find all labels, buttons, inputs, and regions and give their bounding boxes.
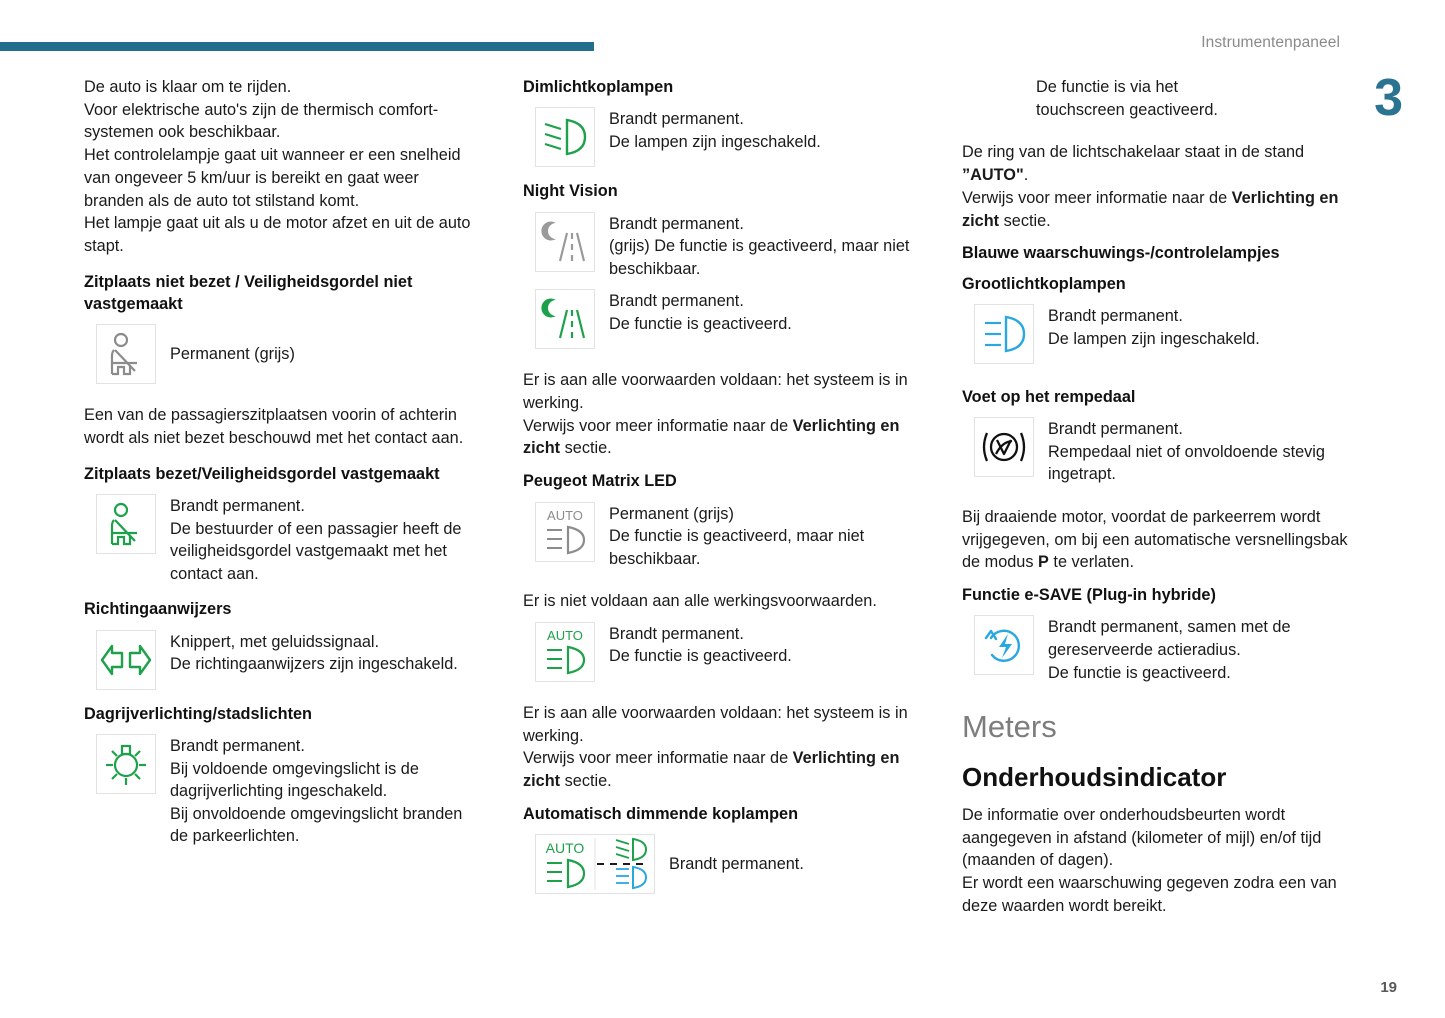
indicators-text xyxy=(170,630,458,676)
heading-main-beam: Grootlichtkoplampen xyxy=(962,274,1126,293)
ring-ref-bold: Verlichting en zicht xyxy=(962,188,1339,230)
entry-esave xyxy=(962,615,1356,684)
matrix-grey-line-2: De functie is geactiveerd, maar niet beschikbaar. xyxy=(609,527,865,568)
heading-night-vision: Night Vision xyxy=(523,182,618,201)
svg-text:AUTO: AUTO xyxy=(547,627,583,643)
nv-note-b-pre: Verwijs voor meer informatie naar de xyxy=(523,416,793,435)
entry-main-beam xyxy=(962,304,1356,364)
dipped-beam-headlight-icon xyxy=(535,107,595,167)
passenger-note: Een van de passagierszitplaatsen voorin of achterin wordt als niet bezet beschouwd met het contact aan. xyxy=(84,406,464,448)
matrix-grey-text xyxy=(609,502,922,571)
heading-brake-pedal: Voet op het rempedaal xyxy=(962,387,1136,406)
intro-line-3: Het controlelampje gaat uit wanneer er een snelheid van ongeveer 5 km/uur is bereikt en gaat weer branden als de auto tot stilstand komt. xyxy=(84,146,461,210)
heading-esave: Functie e-SAVE (Plug-in hybride) xyxy=(962,586,1216,605)
auto-dimming-headlights-icon xyxy=(535,834,655,894)
ring-note-post: . xyxy=(1023,166,1029,185)
ring-note-pre: De ring van de lichtschakelaar staat in de stand xyxy=(962,143,1305,162)
indicators-line-1: Knippert, met geluidssignaal. xyxy=(170,632,380,651)
column-3 xyxy=(962,76,1356,917)
drl-line-1: Brandt permanent. xyxy=(170,737,305,755)
matrix-note-b-pre: Verwijs voor meer informatie naar de xyxy=(523,749,793,768)
drl-text xyxy=(170,734,483,848)
touchscreen-line-2: touchscreen geactiveerd. xyxy=(1036,100,1218,119)
svg-text:AUTO: AUTO xyxy=(545,840,585,857)
nv-grey-line-2: (grijs) De functie is geactiveerd, maar niet beschikbaar. xyxy=(609,237,910,278)
esave-text xyxy=(1048,615,1356,684)
drl-line-3: Bij onvoldoende omgevingslicht branden de parkeerlichten. xyxy=(170,804,463,846)
brake-pedal-line-1: Brandt permanent. xyxy=(1048,420,1183,439)
seat-occupied-line-1: Brandt permanent. xyxy=(170,497,305,516)
entry-seat-unoccupied xyxy=(84,324,483,384)
column-2 xyxy=(523,76,922,917)
heading-blue-warning-lamps: Blauwe waarschuwings-/controlelampjes xyxy=(962,244,1280,263)
nv-green-line-2: De functie is geactiveerd. xyxy=(609,314,792,333)
main-beam-line-2: De lampen zijn ingeschakeld. xyxy=(1048,329,1260,348)
chapter-number: 3 xyxy=(1374,69,1403,127)
entry-matrix-green xyxy=(523,622,922,682)
page-number: 19 xyxy=(1380,979,1397,996)
entry-night-vision-green xyxy=(523,289,922,349)
brake-note-pre: Bij draaiende motor, voordat de parkeerrem wordt vrijgegeven, om bij een automatische versnellingsbak de modus xyxy=(962,507,1348,572)
matrix-green-line-2: De functie is geactiveerd. xyxy=(609,647,792,666)
matrix-note: Er is niet voldaan aan alle werkingsvoorwaarden. xyxy=(523,592,877,611)
entry-matrix-grey xyxy=(523,502,922,571)
brake-note xyxy=(962,506,1356,574)
brake-pedal-line-2: Rempedaal niet of onvoldoende stevig ingetrapt. xyxy=(1048,442,1325,484)
e-save-icon xyxy=(974,615,1034,675)
matrix-note-b xyxy=(523,747,922,792)
esave-line-2: De functie is geactiveerd. xyxy=(1048,663,1231,682)
nv-note-b-post: sectie. xyxy=(560,439,612,458)
entry-night-vision-grey xyxy=(523,212,922,281)
main-beam-text xyxy=(1048,304,1260,350)
heading-matrix-led: Peugeot Matrix LED xyxy=(523,472,677,491)
main-beam-line-1: Brandt permanent. xyxy=(1048,306,1183,325)
matrix-note-b-bold: Verlichting en zicht xyxy=(523,749,900,791)
touchscreen-text xyxy=(962,76,1356,121)
ring-ref-pre: Verwijs voor meer informatie naar de xyxy=(962,188,1232,207)
heading-indicators: Richtingaanwijzers xyxy=(84,600,232,619)
matrix-note-b-post: sectie. xyxy=(560,772,612,791)
heading-dipped-beam: Dimlichtkoplampen xyxy=(523,78,674,96)
ring-note-bold: ”AUTO" xyxy=(962,166,1024,185)
matrix-grey-line-1: Permanent (grijs) xyxy=(609,504,734,523)
intro-line-2: Voor elektrische auto's zijn de thermisch comfort-systemen ook beschikbaar. xyxy=(84,100,439,142)
esave-line-1: Brandt permanent, samen met de gereserveerde actieradius. xyxy=(1048,618,1291,659)
heading-drl: Dagrijverlichting/stadslichten xyxy=(84,704,312,723)
seatbelt-fastened-green-icon xyxy=(96,494,156,554)
turn-signal-arrows-icon xyxy=(96,630,156,690)
matrix-green-line-1: Brandt permanent. xyxy=(609,624,744,643)
header-title: Instrumentenpaneel xyxy=(1201,34,1340,51)
entry-drl xyxy=(84,734,483,848)
auto-dimming-text: Brandt permanent. xyxy=(669,854,804,873)
nv-grey-line-1: Brandt permanent. xyxy=(609,214,744,233)
night-vision-grey-text xyxy=(609,212,922,281)
ring-ref xyxy=(962,187,1356,232)
matrix-note-a: Er is aan alle voorwaarden voldaan: het systeem is in werking. xyxy=(523,703,908,745)
header-accent-bar xyxy=(0,42,594,51)
page-columns xyxy=(84,76,1356,917)
dipped-beam-line-1: Brandt permanent. xyxy=(609,110,744,129)
entry-indicators xyxy=(84,630,483,690)
night-vision-green-text xyxy=(609,289,792,335)
indicators-line-2: De richtingaanwijzers zijn ingeschakeld. xyxy=(170,655,458,674)
heading-seat-unoccupied: Zitplaats niet bezet / Veiligheidsgordel niet vastgemaakt xyxy=(84,272,413,314)
column-1 xyxy=(84,76,483,917)
heading-meters: Meters xyxy=(962,709,1057,745)
entry-brake-pedal xyxy=(962,417,1356,486)
main-beam-headlight-icon xyxy=(974,304,1034,364)
brake-pedal-icon xyxy=(974,417,1034,477)
auto-matrix-led-green-icon xyxy=(535,622,595,682)
brake-pedal-text xyxy=(1048,417,1356,486)
night-vision-green-icon xyxy=(535,289,595,349)
brake-note-bold: P xyxy=(1038,553,1049,572)
nv-green-line-1: Brandt permanent. xyxy=(609,292,744,311)
touchscreen-line-1: De functie is via het xyxy=(1036,78,1179,96)
maintenance-line-1: De informatie over onderhoudsbeurten wordt aangegeven in afstand (kilometer of mijl) en/of tijd (maanden of dagen). xyxy=(962,805,1322,870)
entry-auto-dimming xyxy=(523,834,922,894)
nv-note-b xyxy=(523,415,922,460)
heading-maintenance-indicator: Onderhoudsindicator xyxy=(962,762,1227,793)
nv-note-b-bold: Verlichting en zicht xyxy=(523,416,900,458)
nv-note-a: Er is aan alle voorwaarden voldaan: het systeem is in werking. xyxy=(523,371,908,413)
svg-text:AUTO: AUTO xyxy=(547,507,583,523)
heading-auto-dimming: Automatisch dimmende koplampen xyxy=(523,804,799,823)
ring-note xyxy=(962,141,1356,186)
seatbelt-unfastened-grey-icon xyxy=(96,324,156,384)
maintenance-line-2: Er wordt een waarschuwing gegeven zodra een van deze waarden wordt bereikt. xyxy=(962,873,1337,915)
intro-line-4: Het lampje gaat uit als u de motor afzet en uit de auto stapt. xyxy=(84,214,471,256)
matrix-green-text xyxy=(609,622,792,668)
entry-seat-occupied xyxy=(84,494,483,585)
daytime-running-light-icon xyxy=(96,734,156,794)
ring-ref-post: sectie. xyxy=(999,211,1051,230)
seat-unoccupied-text: Permanent (grijs) xyxy=(170,345,295,364)
dipped-beam-text xyxy=(609,107,821,153)
heading-seat-occupied: Zitplaats bezet/Veiligheidsgordel vastgemaakt xyxy=(84,464,440,483)
auto-matrix-led-grey-icon xyxy=(535,502,595,562)
dipped-beam-line-2: De lampen zijn ingeschakeld. xyxy=(609,132,821,151)
seat-occupied-text xyxy=(170,494,483,585)
drl-line-2: Bij voldoende omgevingslicht is de dagrijverlichting ingeschakeld. xyxy=(170,759,419,801)
night-vision-grey-icon xyxy=(535,212,595,272)
seat-occupied-line-2: De bestuurder of een passagier heeft de veiligheidsgordel vastgemaakt met het contact aan. xyxy=(170,519,462,583)
intro-line-1: De auto is klaar om te rijden. xyxy=(84,78,292,96)
brake-note-post: te verlaten. xyxy=(1048,553,1134,572)
entry-dipped-beam xyxy=(523,107,922,167)
